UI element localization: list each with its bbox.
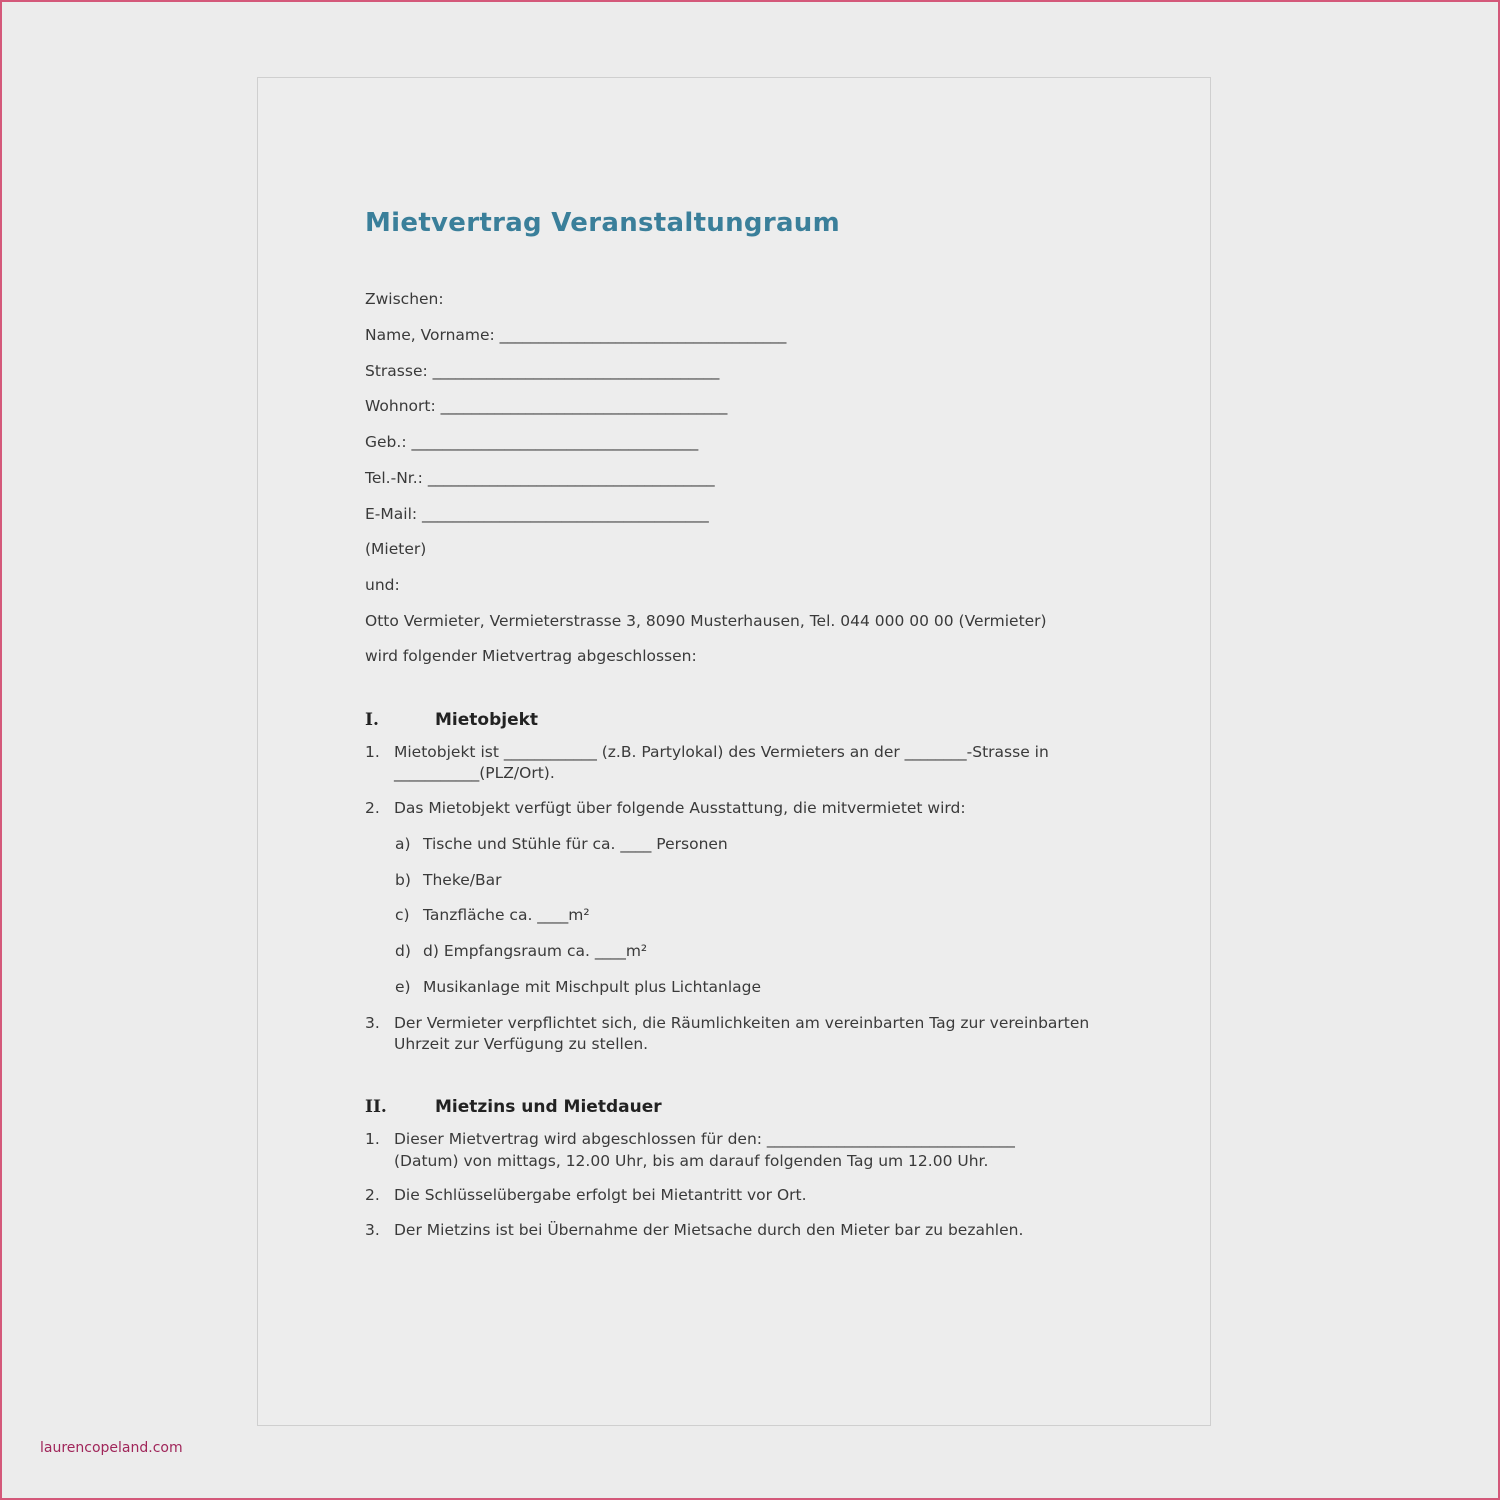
document-title: Mietvertrag Veranstaltungraum <box>365 208 841 238</box>
and-label: und: <box>365 576 400 594</box>
s2-item-3-number: 3. <box>365 1221 380 1239</box>
document-page <box>257 77 1211 1426</box>
city-field: Wohnort: _____________________________________ <box>365 397 728 415</box>
street-field: Strasse: _____________________________________ <box>365 362 720 380</box>
s2-item-1-line-2: (Datum) von mittags, 12.00 Uhr, bis am darauf folgenden Tag um 12.00 Uhr. <box>394 1152 989 1170</box>
birth-field: Geb.: _____________________________________ <box>365 433 699 451</box>
s1-item-2-number: 2. <box>365 799 380 817</box>
s1-item-3-line-1: Der Vermieter verpflichtet sich, die Räumlichkeiten am vereinbarten Tag zur vereinbarten <box>394 1014 1090 1032</box>
section-2-title: Mietzins und Mietdauer <box>435 1097 662 1117</box>
sub-item-d-letter: d) <box>395 942 411 960</box>
sub-item-b-text: Theke/Bar <box>423 871 502 889</box>
sub-item-a-letter: a) <box>395 835 411 853</box>
s1-item-3-number: 3. <box>365 1014 380 1032</box>
closing-line: wird folgender Mietvertrag abgeschlossen: <box>365 647 697 665</box>
sub-item-b-letter: b) <box>395 871 411 889</box>
section-2-number: II. <box>365 1097 387 1117</box>
s2-item-2-line-1: Die Schlüsselübergabe erfolgt bei Mietantritt vor Ort. <box>394 1186 807 1204</box>
tenant-label: (Mieter) <box>365 540 427 558</box>
email-field: E-Mail: _____________________________________ <box>365 505 709 523</box>
landlord-line: Otto Vermieter, Vermieterstrasse 3, 8090 Musterhausen, Tel. 044 000 00 00 (Vermieter) <box>365 612 1047 630</box>
s1-item-2-line-1: Das Mietobjekt verfügt über folgende Ausstattung, die mitvermietet wird: <box>394 799 966 817</box>
sub-item-d-text: d) Empfangsraum ca. ____m² <box>423 942 648 960</box>
s1-item-1-number: 1. <box>365 743 380 761</box>
s2-item-2-number: 2. <box>365 1186 380 1204</box>
s2-item-1-line-1: Dieser Mietvertrag wird abgeschlossen für den: ________________________________ <box>394 1130 1015 1148</box>
s1-item-3-line-2: Uhrzeit zur Verfügung zu stellen. <box>394 1035 649 1053</box>
sub-item-a-text: Tische und Stühle für ca. ____ Personen <box>423 835 728 853</box>
s2-item-1-number: 1. <box>365 1130 380 1148</box>
sub-item-e-text: Musikanlage mit Mischpult plus Lichtanlage <box>423 978 762 996</box>
section-1-title: Mietobjekt <box>435 710 539 730</box>
watermark-text: laurencopeland.com <box>40 1440 183 1456</box>
s2-item-3-line-1: Der Mietzins ist bei Übernahme der Mietsache durch den Mieter bar zu bezahlen. <box>394 1221 1024 1239</box>
sub-item-e-letter: e) <box>395 978 411 996</box>
section-1-number: I. <box>365 710 379 730</box>
s1-item-1-line-2: ___________(PLZ/Ort). <box>394 764 555 782</box>
sub-item-c-letter: c) <box>395 906 410 924</box>
sub-item-c-text: Tanzfläche ca. ____m² <box>423 906 590 924</box>
between-label: Zwischen: <box>365 290 444 308</box>
phone-field: Tel.-Nr.: _____________________________________ <box>365 469 715 487</box>
s1-item-1-line-1: Mietobjekt ist ____________ (z.B. Partylokal) des Vermieters an der ________-Strasse in <box>394 743 1049 761</box>
name-field: Name, Vorname: _____________________________________ <box>365 326 787 344</box>
